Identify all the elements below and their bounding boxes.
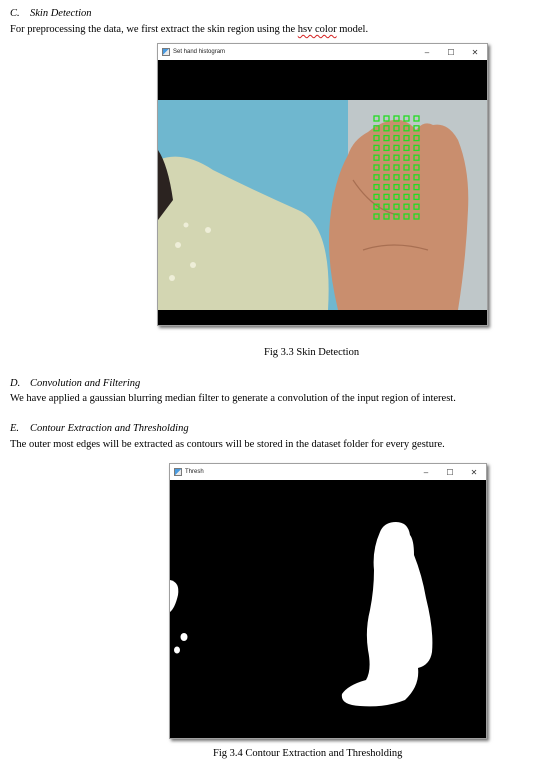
section-c-text-before: For preprocessing the data, we first extract the skin region using the — [10, 24, 298, 35]
maximize-icon[interactable]: ☐ — [446, 467, 454, 477]
app-icon — [174, 468, 182, 476]
thresh-window — [169, 463, 487, 739]
section-e-heading — [10, 423, 189, 434]
section-c-number: C. — [10, 8, 20, 19]
window-title: Set hand histogram — [173, 49, 226, 55]
window-title: Thresh — [185, 469, 204, 475]
skin-detection-window — [157, 43, 488, 326]
camera-frame — [158, 60, 487, 325]
threshold-image — [170, 480, 486, 738]
section-e-number: E. — [10, 423, 20, 434]
section-d-heading — [10, 378, 140, 389]
window-titlebar[interactable] — [158, 44, 487, 60]
window-titlebar[interactable] — [170, 464, 486, 480]
figure-3-4-caption: Fig 3.4 Contour Extraction and Thresholding — [213, 748, 403, 759]
figure-3-3-caption: Fig 3.3 Skin Detection — [264, 347, 360, 358]
section-d-number: D. — [10, 378, 21, 389]
threshold-frame — [170, 480, 486, 738]
close-icon[interactable]: ✕ — [471, 47, 479, 57]
section-e-title: Contour Extraction and Thresholding — [30, 423, 189, 434]
close-icon[interactable]: ✕ — [470, 467, 478, 477]
maximize-icon[interactable]: ☐ — [447, 47, 455, 57]
section-d-title: Convolution and Filtering — [30, 378, 141, 389]
section-c-title: Skin Detection — [30, 8, 92, 19]
spellcheck-flagged-text: hsv color — [297, 24, 337, 35]
section-c-paragraph — [10, 24, 368, 35]
app-icon — [162, 48, 170, 56]
camera-image — [158, 60, 487, 325]
section-e-text: The outer most edges will be extracted as contours will be stored in the dataset folder for every gesture. — [10, 439, 445, 450]
section-c-heading — [10, 8, 92, 19]
minimize-icon[interactable]: – — [423, 467, 429, 477]
minimize-icon[interactable]: – — [424, 47, 430, 57]
section-d-text: We have applied a gaussian blurring median filter to generate a convolution of the input region of interest. — [10, 393, 456, 404]
section-c-text-after: model. — [336, 24, 369, 35]
